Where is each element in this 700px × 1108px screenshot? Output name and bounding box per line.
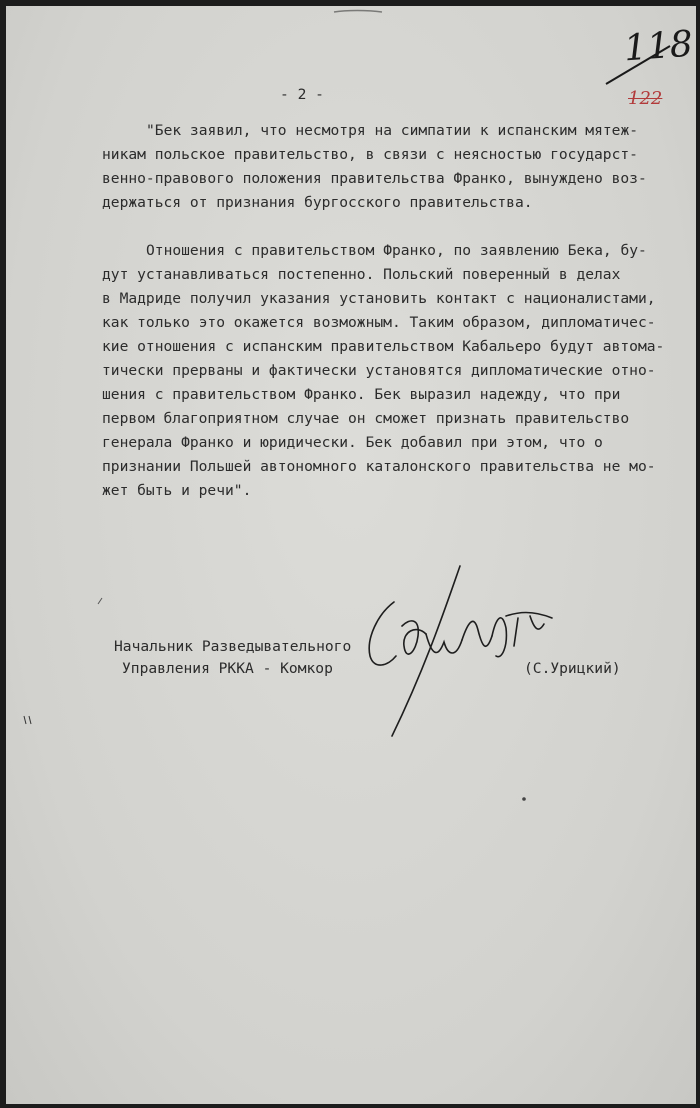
- body-line: Отношения с правительством Франко, по заявлению Бека, бу-: [146, 242, 647, 259]
- body-line: кие отношения с испанским правительством Кабальеро будут автома-: [102, 338, 665, 355]
- archive-page-number: 118: [622, 23, 695, 70]
- body-line: генерала Франко и юридически. Бек добавил при этом, что о: [102, 434, 603, 451]
- body-line: венно-правового положения правительства Франко, вынуждено воз-: [102, 170, 647, 187]
- top-scan-mark: [334, 11, 382, 13]
- signatory-name: (С.Урицкий): [524, 660, 621, 677]
- body-line: никам польское правительство, в связи с неясностью государст-: [102, 146, 638, 163]
- document-page: [6, 6, 696, 1104]
- body-line: шения с правительством Франко. Бек выразил надежду, что при: [102, 386, 621, 403]
- body-line: "Бек заявил, что несмотря на симпатии к испанским мятеж-: [146, 122, 639, 139]
- handwriting-overlay: [6, 6, 696, 1104]
- body-line: первом благоприятном случае он сможет признать правительство: [102, 410, 630, 427]
- archive-page-number-old: 122: [628, 88, 663, 109]
- signatory-title-line1: Начальник Разведывательного: [114, 638, 352, 655]
- signature: [369, 566, 552, 736]
- body-line: жет быть и речи".: [102, 482, 252, 499]
- margin-mark: [24, 716, 31, 724]
- body-line: признании Польшей автономного каталонского правительства не мо-: [102, 458, 656, 475]
- page-number: - 2 -: [280, 86, 324, 103]
- body-line: в Мадриде получил указания установить контакт с националистами,: [102, 290, 656, 307]
- paper-speck: [522, 797, 526, 801]
- archive-number-slash: [606, 46, 670, 84]
- body-line: как только это окажется возможным. Таким образом, дипломатичес-: [102, 314, 656, 331]
- signatory-title-line2: Управления РККА - Комкор: [122, 660, 333, 677]
- body-line: дут устанавливаться постепенно. Польский поверенный в делах: [102, 266, 621, 283]
- margin-tick: [98, 598, 102, 604]
- body-line: держаться от признания бургосского правительства.: [102, 194, 533, 211]
- body-line: тически прерваны и фактически установятся дипломатические отно-: [102, 362, 656, 379]
